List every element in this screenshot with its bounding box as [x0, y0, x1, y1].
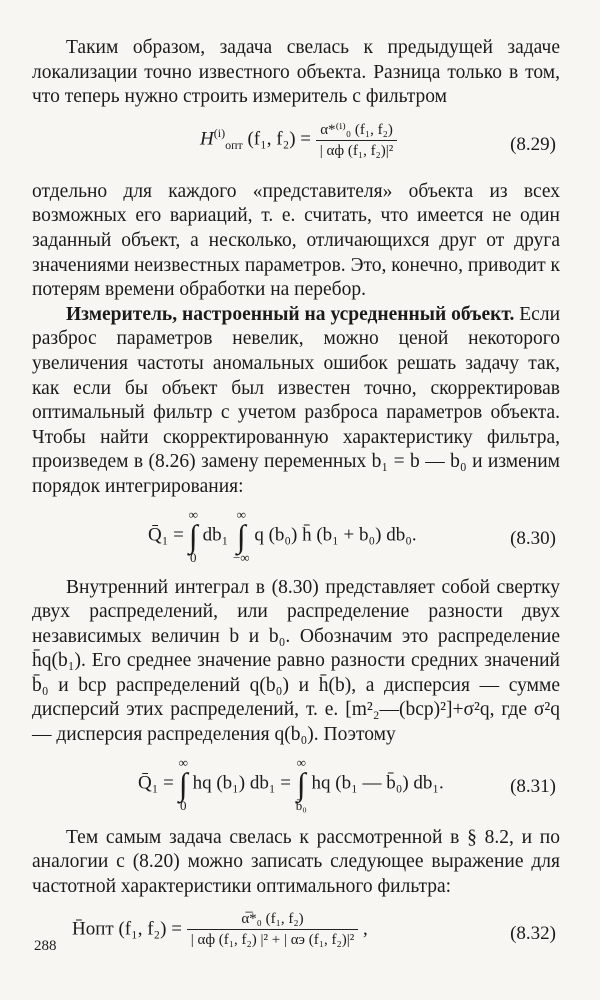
- integral-lower: 0: [189, 549, 197, 565]
- paragraph-2: отдельно для каждого «представителя» объекта из всех возможных его вариаций, т. е. считать, что имеется не один заданный объект, а несколько, отличающихся друг от друга значениями неизвестных параметров. Это, конечно, приводит к потерям времени обработки на перебор.: [32, 180, 560, 301]
- equation-number: (8.30): [510, 527, 556, 549]
- eq829-numerator: α*⁽ⁱ⁾₀ (f₁, f₂): [320, 121, 393, 138]
- eq829-denominator: | αф (f₁, f₂)|²: [316, 140, 398, 160]
- equation-8-30-formula: [148, 508, 417, 564]
- eq830-lhs: Q̄₁ =: [148, 523, 184, 545]
- integral-sign: ∞ ∫ −∞: [232, 506, 250, 565]
- equation-8-31: [32, 756, 560, 820]
- eq831-rhs: hq (b₁ — b̄₀) db₁.: [311, 772, 444, 794]
- eq832-denominator: | αф (f₁, f₂) |² + | αэ (f₁, f₂)|²: [187, 929, 358, 949]
- paragraph-5: Тем самым задача свелась к рассмотренной в § 8.2, и по аналогии с (8.20) можно записать следующее выражение для частотной характеристики оптимального фильтра:: [32, 826, 560, 897]
- eq831-mid: hq (b₁) db₁ =: [192, 772, 291, 794]
- equation-8-32: [32, 907, 560, 959]
- equation-8-29-formula: [200, 120, 397, 160]
- integral-sign: ∞ ∫ 0: [188, 506, 198, 565]
- eq832-fraction: [187, 911, 358, 949]
- paragraph-1: Таким образом, задача свелась к предыдущей задаче локализации точно известного объекта. Разница только в том, что теперь нужно строить измеритель с фильтром: [32, 37, 560, 108]
- eq829-fraction: [316, 120, 398, 160]
- eq829-lhs-sup: (i): [213, 125, 226, 140]
- page-number: 288: [34, 938, 57, 954]
- paragraph-3: [32, 303, 560, 500]
- eq830-mid: db₁: [202, 523, 229, 545]
- integral-lower: −∞: [232, 549, 250, 565]
- integral-sign: ∞ ∫ b̄₀: [295, 754, 307, 813]
- paragraph-4: Внутренний интеграл в (8.30) представляет собой свертку двух распределений, или распределение разности двух независимых величин b и b₀. Обозначим это распределение h̄q(b₁). Его среднее значение равно разности средних значений b̄₀ и bср распределений q(b₀) и h̄(b), а дисперсия — сумме дисперсий этих распределений, т. е. [m²₂—(bср)²]+σ²q, где σ²q — дисперсия распределения q(b₀). Поэтому: [32, 576, 560, 746]
- equation-8-30: [32, 508, 560, 570]
- eq831-lhs: Q̄₁ =: [138, 772, 174, 794]
- eq832-tail: ,: [362, 918, 368, 940]
- eq832-lhs: H̄опт (f₁, f₂) =: [72, 918, 182, 940]
- integral-lower: b̄₀: [295, 797, 307, 813]
- integral-lower: 0: [179, 797, 187, 813]
- equation-8-31-formula: [138, 756, 444, 812]
- eq830-rhs: q (b₀) h̄ (b₁ + b₀) db₀.: [254, 523, 417, 545]
- section-heading: Измеритель, настроенный на усредненный объект.: [66, 303, 515, 325]
- equation-number: (8.32): [510, 923, 556, 945]
- integral-upper: ∞: [236, 506, 246, 522]
- eq829-lhs-sub: опт: [225, 137, 243, 152]
- eq832-numerator: α̅*₀ (f₁, f₂): [241, 911, 304, 928]
- equation-number: (8.31): [510, 775, 556, 797]
- integral-upper: ∞: [188, 506, 198, 522]
- page-body: [32, 36, 560, 965]
- equation-number: (8.29): [510, 133, 556, 155]
- eq829-lhs: H: [200, 128, 214, 150]
- integral-upper: ∞: [296, 754, 306, 770]
- equation-8-32-formula: [72, 911, 368, 949]
- integral-upper: ∞: [178, 754, 188, 770]
- paragraph-3-text: Если разброс параметров невелик, можно ценой некоторого увеличения частоты аномальных ошибок решать задачу так, как если бы объект был известен точно, скорректировав оптимальный фильтр с учетом разброса параметров объекта. Чтобы найти скорректированную характеристику фильтра, произведем в (8.26) замену переменных b₁ = b — b₀ и изменим порядок интегрирования:: [32, 303, 560, 497]
- eq829-lhs-args: (f₁, f₂) =: [247, 128, 312, 150]
- integral-sign: ∞ ∫ 0: [178, 754, 188, 813]
- equation-8-29: [32, 118, 560, 174]
